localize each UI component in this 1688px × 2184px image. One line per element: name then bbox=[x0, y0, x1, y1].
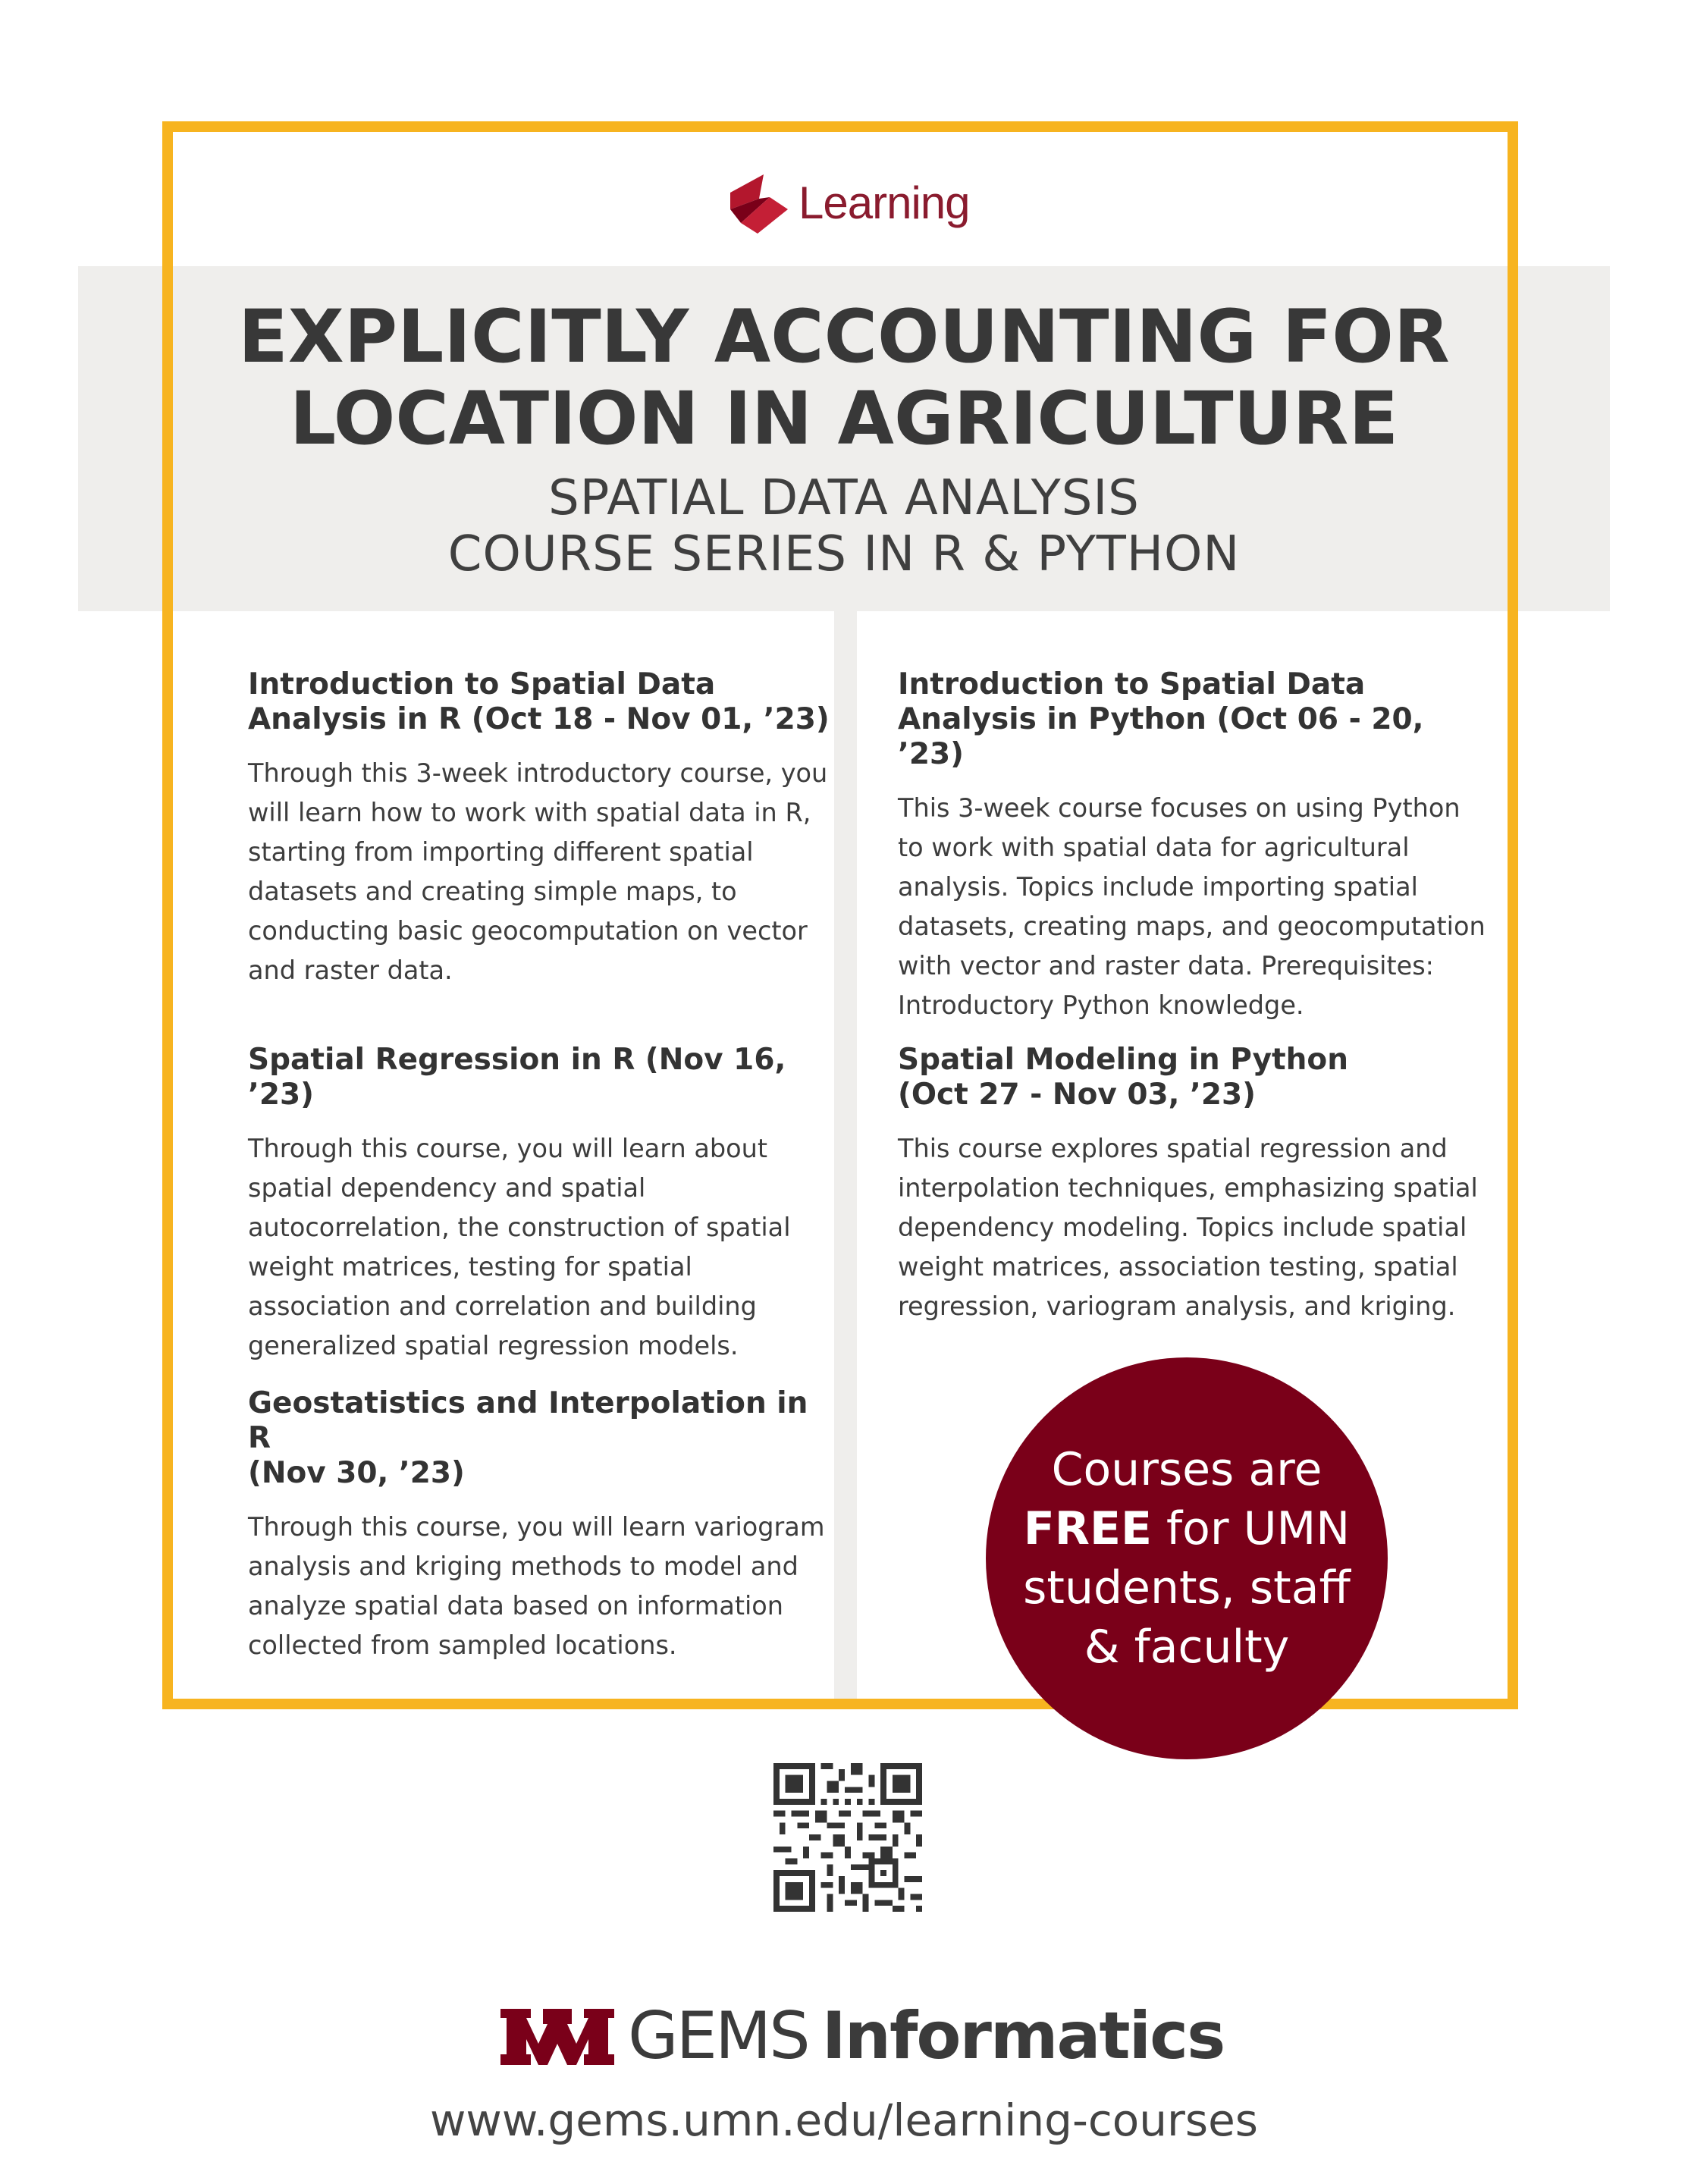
course-title bbox=[248, 1386, 839, 1491]
course-title bbox=[898, 1043, 1489, 1112]
course-intro-r bbox=[248, 667, 839, 990]
page-title bbox=[114, 296, 1574, 460]
qr-code[interactable] bbox=[773, 1763, 922, 1912]
badge-line-1: Courses are bbox=[1051, 1443, 1322, 1496]
course-description: Through this course, you will learn about spatial dependency and spatial autocorrelation, the construction of spatial weight matrices, testing for spatial association and correlation and building generalized spatial regression models. bbox=[248, 1134, 791, 1360]
page-subtitle bbox=[114, 470, 1574, 582]
umn-m-icon bbox=[500, 2004, 614, 2068]
course-intro-python bbox=[898, 667, 1489, 1025]
course-description: This 3-week course focuses on using Python to work with spatial data for agricultural analysis. Topics include importing spatial datasets, creating maps, and geocomputation with vector and raster data. Prerequisites: Introductory Python knowledge. bbox=[898, 793, 1486, 1020]
subtitle-line-1: SPATIAL DATA ANALYSIS bbox=[548, 470, 1140, 526]
course-title-line-2: Analysis in Python (Oct 06 - 20, ’23) bbox=[898, 702, 1424, 771]
learning-logo bbox=[724, 168, 970, 237]
badge-line-2: for UMN bbox=[1151, 1502, 1351, 1555]
course-title bbox=[248, 667, 839, 737]
course-title-line-1: Geostatistics and Interpolation in R bbox=[248, 1386, 808, 1455]
course-title-line-1: Introduction to Spatial Data bbox=[248, 667, 716, 701]
footer-informatics-text: Informatics bbox=[821, 1998, 1225, 2074]
course-title-line-2: Analysis in R (Oct 18 - Nov 01, ’23) bbox=[248, 702, 830, 736]
course-title-line-2: (Nov 30, ’23) bbox=[248, 1456, 465, 1490]
course-title-line-1: Spatial Modeling in Python bbox=[898, 1043, 1348, 1077]
course-description: Through this 3-week introductory course, you will learn how to work with spatial data in R, starting from importing different spatial datasets and creating simple maps, to conducting basic geocomputation on vector and raster data. bbox=[248, 758, 828, 985]
badge-line-4: & faculty bbox=[1084, 1621, 1290, 1674]
learning-logo-text: Learning bbox=[799, 177, 970, 228]
learning-logo-icon bbox=[724, 170, 789, 235]
course-title-line-1: Introduction to Spatial Data bbox=[898, 667, 1366, 701]
badge-free: FREE bbox=[1023, 1502, 1152, 1555]
course-spatial-modeling-python bbox=[898, 1043, 1489, 1326]
title-line-2: LOCATION IN AGRICULTURE bbox=[289, 376, 1399, 461]
course-spatial-regression-r bbox=[248, 1043, 839, 1366]
footer-gems-text: GEMS bbox=[628, 1998, 808, 2074]
gems-informatics-logo bbox=[500, 1994, 1224, 2078]
title-line-1: EXPLICITLY ACCOUNTING FOR bbox=[238, 294, 1450, 379]
badge-text bbox=[1023, 1440, 1351, 1677]
course-title bbox=[898, 667, 1489, 772]
course-title bbox=[248, 1043, 839, 1112]
subtitle-line-2: COURSE SERIES IN R & PYTHON bbox=[447, 526, 1241, 582]
free-courses-badge bbox=[986, 1357, 1388, 1759]
badge-line-3: students, staff bbox=[1023, 1561, 1351, 1614]
course-geostatistics-r bbox=[248, 1386, 839, 1665]
course-description: This course explores spatial regression and interpolation techniques, emphasizing spatial dependency modeling. Topics include spatial weight matrices, association testing, spatial regression, variogram analysis, and kriging. bbox=[898, 1134, 1478, 1321]
course-title-line-1: Spatial Regression in R (Nov 16, ’23) bbox=[248, 1043, 786, 1112]
course-title-line-2: (Oct 27 - Nov 03, ’23) bbox=[898, 1078, 1256, 1112]
course-description: Through this course, you will learn variogram analysis and kriging methods to model and analyze spatial data based on information collected from sampled locations. bbox=[248, 1512, 825, 1660]
website-url[interactable]: www.gems.umn.edu/learning-courses bbox=[430, 2095, 1258, 2146]
